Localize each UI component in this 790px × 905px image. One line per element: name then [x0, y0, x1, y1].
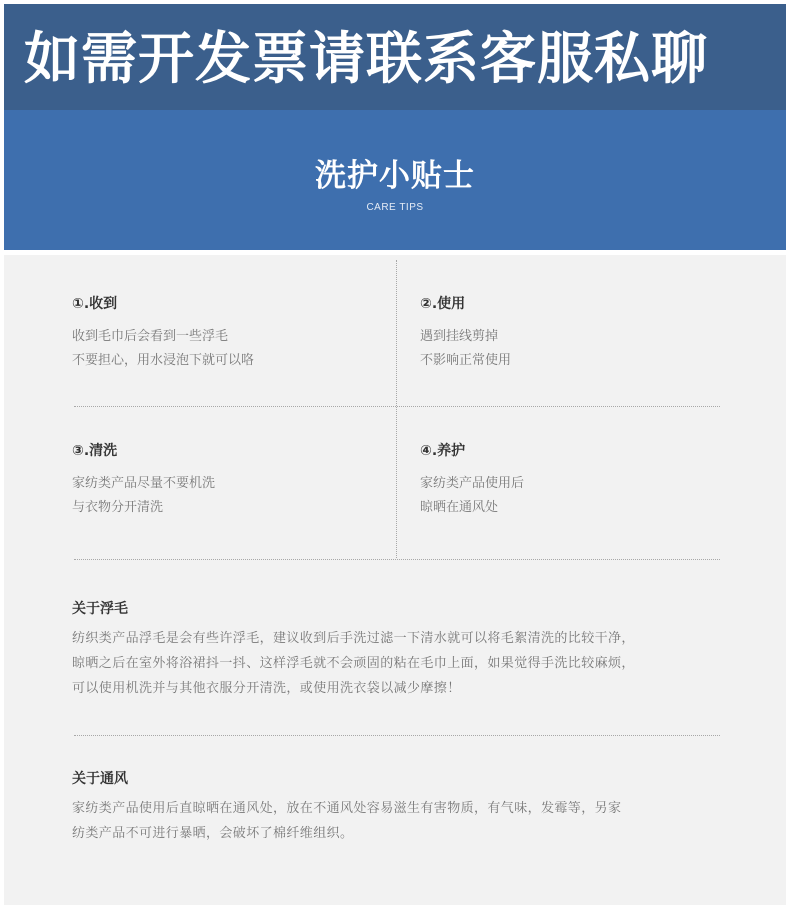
- tip-text: 家纺类产品使用后: [420, 476, 525, 491]
- tip-text: 家纺类产品尽量不要机洗: [72, 476, 216, 491]
- tip-text: 与衣物分开清洗: [72, 500, 164, 515]
- section-lint: [72, 598, 732, 701]
- tip-text: 收到毛巾后会看到一些浮毛: [72, 329, 229, 344]
- page-title: 洗护小贴士: [315, 158, 475, 194]
- tip-text: 遇到挂线剪掉: [420, 329, 499, 344]
- horizontal-divider: [74, 735, 720, 736]
- tip-wash: [72, 440, 372, 520]
- tip-heading: ③.清洗: [72, 443, 118, 459]
- vertical-divider: [396, 260, 397, 558]
- horizontal-divider: [74, 406, 720, 407]
- tip-heading: ④.养护: [420, 443, 466, 459]
- tip-text: 晾晒在通风处: [420, 500, 499, 515]
- section-text: 可以使用机洗并与其他衣服分开清洗，或使用洗衣袋以减少摩擦！: [72, 681, 461, 696]
- tip-text: 不要担心，用水浸泡下就可以咯: [72, 353, 255, 368]
- section-text: 纺织类产品浮毛是会有些许浮毛，建议收到后手洗过滤一下清水就可以将毛絮清洗的比较干净，: [72, 631, 635, 646]
- section-text: 纺类产品不可进行暴晒，会破坏了棉纤维组织。: [72, 826, 354, 841]
- tip-care: [420, 440, 720, 520]
- invoice-notice-text: 如需开发票请联系客服私聊: [24, 27, 708, 92]
- section-heading: 关于浮毛: [72, 601, 128, 617]
- tip-use: [420, 293, 720, 373]
- tip-heading: ②.使用: [420, 296, 466, 312]
- page-subtitle: CARE TIPS: [366, 202, 424, 213]
- tip-text: 不影响正常使用: [420, 353, 512, 368]
- horizontal-divider: [74, 559, 720, 560]
- section-heading: 关于通风: [72, 771, 128, 787]
- section-text: 家纺类产品使用后直晾晒在通风处，放在不通风处容易滋生有害物质，有气味，发霉等，另家: [72, 801, 622, 816]
- tip-heading: ①.收到: [72, 296, 118, 312]
- invoice-notice-banner: [4, 4, 786, 110]
- section-ventilation: [72, 768, 732, 846]
- tip-receive: [72, 293, 372, 373]
- care-tips-header: [4, 110, 786, 250]
- care-tips-content: [4, 255, 786, 905]
- section-text: 晾晒之后在室外将浴裙抖一抖、这样浮毛就不会顽固的粘在毛巾上面，如果觉得手洗比较麻烦，: [72, 656, 635, 671]
